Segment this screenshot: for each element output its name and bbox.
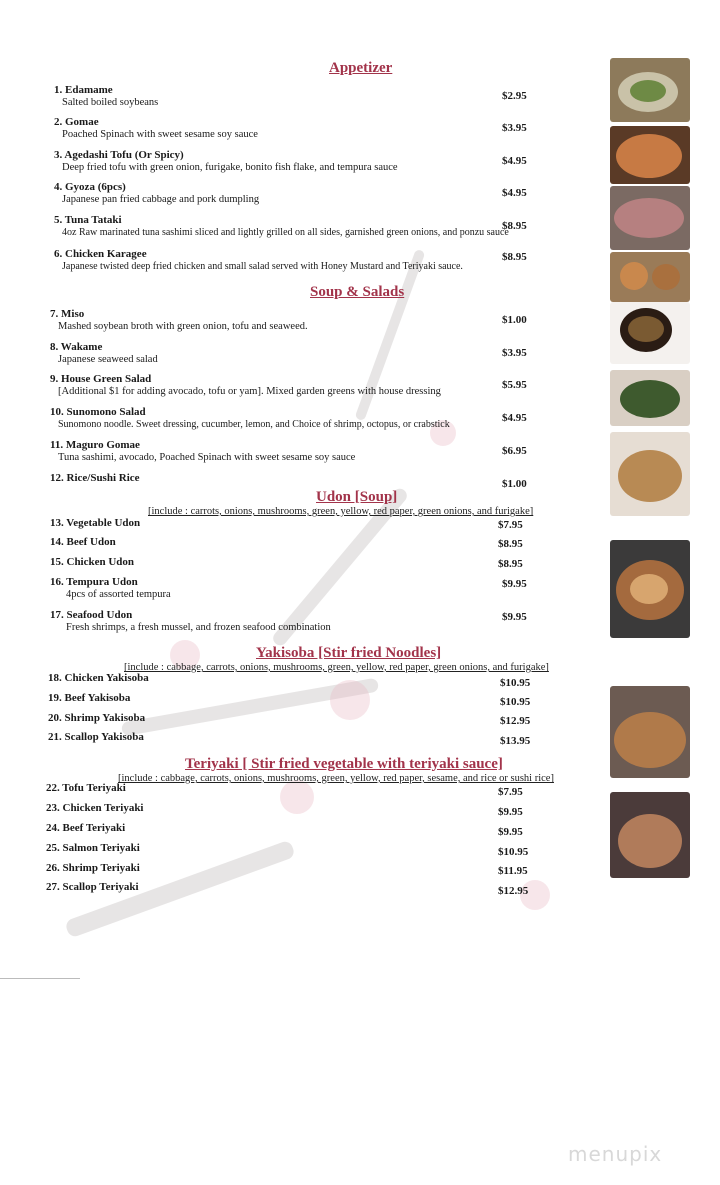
menu-item <box>42 802 562 818</box>
item-price: $4.95 <box>502 187 527 199</box>
item-description: 4pcs of assorted tempura <box>66 589 171 600</box>
food-photo-agedashi <box>610 126 690 184</box>
section-title-teriyaki: Teriyaki [ Stir fried vegetable with teriyaki sauce] <box>185 756 503 772</box>
food-photo-salad <box>610 432 690 516</box>
item-price: $4.95 <box>502 155 527 167</box>
item-name: 7. Miso <box>50 308 85 320</box>
item-description: Deep fried tofu with green onion, furigake, bonito fish flake, and tempura sauce <box>62 162 398 173</box>
menu-item <box>42 881 562 897</box>
item-price: $10.95 <box>500 696 531 708</box>
item-description: [Additional $1 for adding avocado, tofu or yam]. Mixed garden greens with house dressing <box>58 386 441 397</box>
item-name: 15. Chicken Udon <box>50 556 135 568</box>
item-description: Japanese pan fried cabbage and pork dumpling <box>62 194 260 205</box>
item-price: $8.95 <box>498 538 523 550</box>
item-name: 1. Edamame <box>54 84 113 96</box>
item-price: $8.95 <box>502 251 527 263</box>
item-name: 19. Beef Yakisoba <box>48 692 131 704</box>
item-name: 4. Gyoza (6pcs) <box>54 181 126 193</box>
item-price: $7.95 <box>498 519 523 531</box>
item-price: $8.95 <box>502 220 527 232</box>
menu-item <box>42 842 562 858</box>
item-name: 2. Gomae <box>54 116 99 128</box>
menu-item <box>50 84 610 116</box>
section-note-yakisoba: [include : cabbage, carrots, onions, mushrooms, green, yellow, red paper, green onions, and furigake] <box>124 662 549 673</box>
item-description: Fresh shrimps, a fresh mussel, and frozen seafood combination <box>66 622 331 633</box>
item-name: 20. Shrimp Yakisoba <box>48 712 146 724</box>
menu-item <box>44 712 564 728</box>
menu-item <box>46 536 566 552</box>
menu-item <box>50 181 610 213</box>
menu-item <box>42 782 562 798</box>
menupix-watermark: menupix <box>568 1142 663 1166</box>
section-title-appetizer: Appetizer <box>329 60 393 76</box>
section-title-udon: Udon [Soup] <box>316 489 398 505</box>
section-title-soup-salads: Soup & Salads <box>310 284 405 300</box>
item-name: 10. Sunomono Salad <box>50 406 146 418</box>
menu-item <box>46 439 606 471</box>
item-description: Tuna sashimi, avocado, Poached Spinach with sweet sesame soy sauce <box>58 452 356 463</box>
menu-item <box>42 862 562 878</box>
item-name: 3. Agedashi Tofu (Or Spicy) <box>54 149 184 161</box>
item-name: 25. Salmon Teriyaki <box>46 842 140 854</box>
item-price: $6.95 <box>502 445 527 457</box>
food-photo-udon <box>610 540 690 638</box>
item-name: 24. Beef Teriyaki <box>46 822 126 834</box>
menu-item <box>46 609 606 641</box>
item-price: $12.95 <box>500 715 531 727</box>
food-photo-karagee <box>610 252 690 302</box>
item-name: 17. Seafood Udon <box>50 609 133 621</box>
section-title-yakisoba: Yakisoba [Stir fried Noodles] <box>256 645 442 661</box>
item-name: 26. Shrimp Teriyaki <box>46 862 140 874</box>
item-price: $11.95 <box>498 865 528 877</box>
item-name: 11. Maguro Gomae <box>50 439 140 451</box>
menu-item <box>46 576 606 608</box>
item-description: Mashed soybean broth with green onion, tofu and seaweed. <box>58 321 308 332</box>
item-price: $1.00 <box>502 314 527 326</box>
item-price: $12.95 <box>498 885 529 897</box>
item-name: 21. Scallop Yakisoba <box>48 731 144 743</box>
item-price: $13.95 <box>500 735 531 747</box>
menu-item <box>50 149 610 181</box>
menu-item <box>46 373 606 405</box>
item-description: Japanese seaweed salad <box>58 354 158 365</box>
item-name: 5. Tuna Tataki <box>54 214 122 226</box>
item-name: 14. Beef Udon <box>50 536 116 548</box>
item-price: $10.95 <box>500 677 531 689</box>
menu-item <box>50 116 610 148</box>
item-price: $9.95 <box>502 611 527 623</box>
item-description: 4oz Raw marinated tuna sashimi sliced and lightly grilled on all sides, garnished green onions, and ponzu sauce <box>62 227 509 238</box>
menu-item <box>46 556 566 572</box>
item-price: $9.95 <box>502 578 527 590</box>
menu-item <box>46 308 606 340</box>
menu-item <box>42 822 562 838</box>
item-price: $10.95 <box>498 846 529 858</box>
item-price: $3.95 <box>502 122 527 134</box>
item-price: $3.95 <box>502 347 527 359</box>
item-price: $5.95 <box>502 379 527 391</box>
item-price: $8.95 <box>498 558 523 570</box>
item-name: 27. Scallop Teriyaki <box>46 881 139 893</box>
item-name: 13. Vegetable Udon <box>50 517 141 529</box>
menu-item <box>50 214 610 246</box>
item-name: 8. Wakame <box>50 341 103 353</box>
item-price: $4.95 <box>502 412 527 424</box>
item-name: 16. Tempura Udon <box>50 576 138 588</box>
food-photo-miso <box>610 302 690 364</box>
food-photo-teriyaki <box>610 792 690 878</box>
section-note-teriyaki: [include : cabbage, carrots, onions, mushrooms, green, yellow, red paper, sesame, and rice or sushi rice] <box>118 773 554 784</box>
menu-item <box>44 692 564 708</box>
item-description: Salted boiled soybeans <box>62 97 159 108</box>
menu-item <box>44 672 564 688</box>
item-price: $2.95 <box>502 90 527 102</box>
item-description: Japanese twisted deep fried chicken and small salad served with Honey Mustard and Teriyaki sauce. <box>62 261 463 272</box>
item-name: 23. Chicken Teriyaki <box>46 802 144 814</box>
item-description: Poached Spinach with sweet sesame soy sauce <box>62 129 258 140</box>
divider <box>0 978 80 979</box>
section-note-udon: [include : carrots, onions, mushrooms, green, yellow, red paper, green onions, and furigake] <box>148 506 534 517</box>
item-price: $9.95 <box>498 826 523 838</box>
item-description: Sunomono noodle. Sweet dressing, cucumber, lemon, and Choice of shrimp, octopus, or crabstick <box>58 419 450 430</box>
food-photo-yakisoba <box>610 686 690 778</box>
item-name: 18. Chicken Yakisoba <box>48 672 149 684</box>
food-photo-wakame <box>610 370 690 426</box>
item-name: 12. Rice/Sushi Rice <box>50 472 140 484</box>
menu-item <box>50 248 610 280</box>
item-price: $9.95 <box>498 806 523 818</box>
item-name: 6. Chicken Karagee <box>54 248 147 260</box>
food-photo-edamame <box>610 58 690 122</box>
item-price: $7.95 <box>498 786 523 798</box>
menu-item <box>46 517 566 533</box>
menu-item <box>44 731 564 747</box>
menu-item <box>46 341 606 373</box>
item-name: 22. Tofu Teriyaki <box>46 782 126 794</box>
item-name: 9. House Green Salad <box>50 373 152 385</box>
food-photo-tataki <box>610 186 690 250</box>
menu-item <box>46 406 606 438</box>
item-price: $1.00 <box>502 478 527 490</box>
